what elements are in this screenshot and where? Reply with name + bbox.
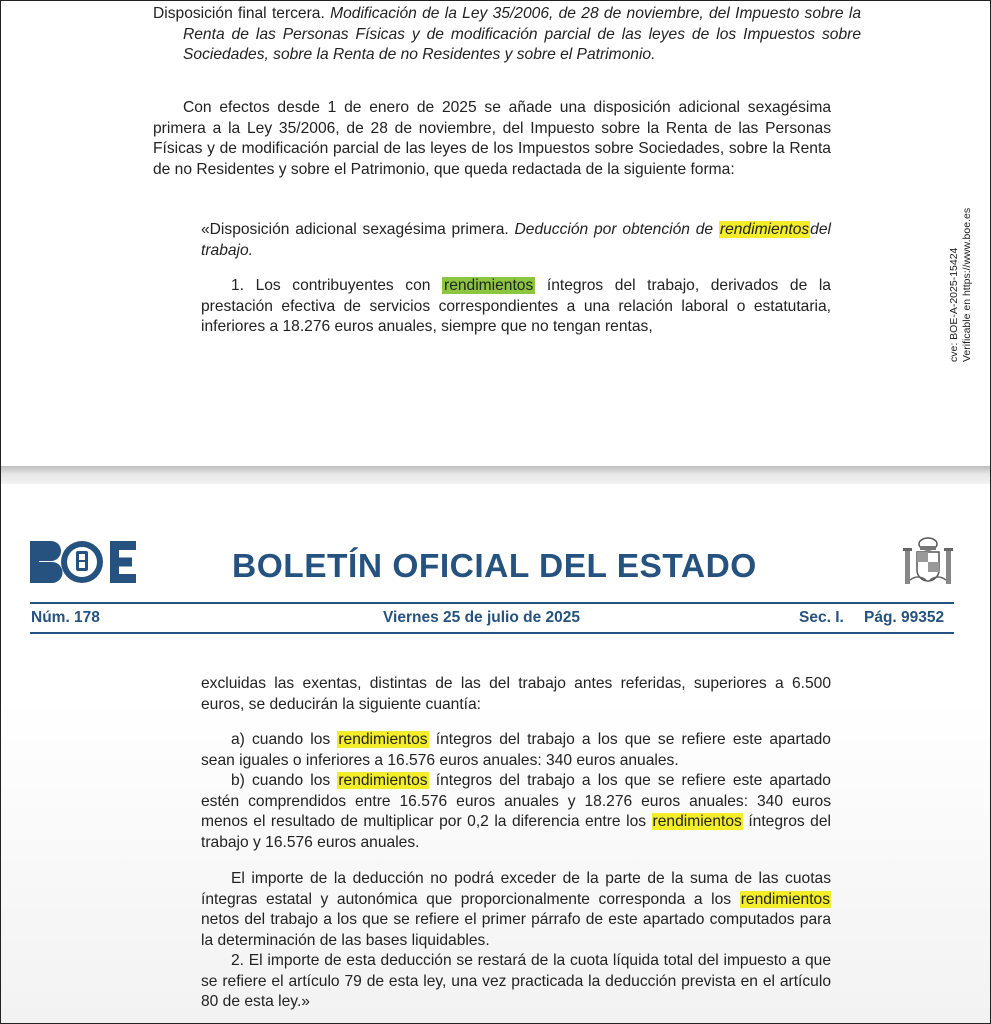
verification-url: Verificable en https://www.boe.es <box>961 207 973 362</box>
header-rule-top <box>30 602 954 604</box>
page-separator <box>0 466 991 486</box>
search-highlight: rendimientos <box>719 221 810 238</box>
gazette-title: BOLETÍN OFICIAL DEL ESTADO <box>232 548 757 585</box>
issue-number: Núm. 178 <box>31 609 100 626</box>
boe-logo <box>30 540 136 589</box>
item-b-paragraph: b) cuando los rendimientos íntegros del trabajo a los que se refiere este apartado estén comprendidos entre 16.576 euros anuales y 18.276 euros anuales: 340 euros menos el resultado de multiplicar por 0,2 la diferencia entre los rendimientos íntegros del trabajo y 16.576 euros anuales. <box>201 772 831 851</box>
page-number: Pág. 99352 <box>864 609 945 626</box>
continuation-paragraph: excluidas las exentas, distintas de las del trabajo antes referidas, superiores a 6.500 euros, se deducirán la siguiente cuantía: <box>201 675 831 713</box>
header-rule-bottom <box>30 632 954 634</box>
search-highlight: rendimientos <box>740 890 830 908</box>
search-highlight: rendimientos <box>652 813 742 831</box>
document-page-bottom <box>0 484 991 1024</box>
intro-paragraph: Con efectos desde 1 de enero de 2025 se añade una disposición adicional sexagésima primera a la Ley 35/2006, de 28 de noviembre, del Impuesto sobre la Renta de las Personas Físicas y de modificación parcial de las leyes de los Impuestos sobre Sociedades, sobre la Renta de no Residentes y sobre el Patrimonio, que queda redactada de la siguiente forma: <box>153 99 831 178</box>
section-label: Sec. I. <box>799 609 844 626</box>
current-search-match: rendimientos <box>444 277 534 294</box>
quote-heading: «Disposición adicional sexagésima primera. Deducción por obtención de rendimientosdel trabajo. <box>201 221 831 259</box>
item-a-paragraph: a) cuando los rendimientos íntegros del trabajo a los que se refiere este apartado sean iguales o inferiores a 16.576 euros anuales: 340 euros anuales. <box>201 731 831 769</box>
issue-date: Viernes 25 de julio de 2025 <box>383 609 581 626</box>
cve-code: cve: BOE-A-2025-15424 <box>948 247 960 362</box>
search-highlight: rendimientos <box>338 731 428 748</box>
coat-of-arms-icon <box>900 536 956 597</box>
search-highlight: rendimientos <box>338 772 428 789</box>
deduction-limit-paragraph: El importe de la deducción no podrá exceder de la parte de la suma de las cuotas íntegras estatal y autonómica que proporcionalmente corresponda a los rendimientos netos del trabajo a los que se refiere el primer párrafo de este apartado computados para la determinación de las bases liquidables. <box>201 870 831 949</box>
verification-side-note <box>948 186 978 362</box>
item-2-paragraph: 2. El importe de esta deducción se restará de la cuota líquida total del impuesto a que se refiere el artículo 79 de esta ley, una vez practicada la deducción prevista en el artículo 80 de esta ley.» <box>201 952 831 1011</box>
document-page-top <box>0 0 991 468</box>
final-provision-heading: Disposición final tercera. Modificación de la Ley 35/2006, de 28 de noviembre, del Impuesto sobre la Renta de las Personas Físicas y de modificación parcial de las leyes de los Impuestos sobre Sociedades, sobre la Renta de no Residentes y sobre el Patrimonio. <box>153 5 861 64</box>
item-1-paragraph: 1. Los contribuyentes con rendimientos íntegros del trabajo, derivados de la prestación efectiva de servicios correspondientes a una relación laboral o estatutaria, inferiores a 18.276 euros anuales, siempre que no tengan rentas, <box>201 277 831 336</box>
